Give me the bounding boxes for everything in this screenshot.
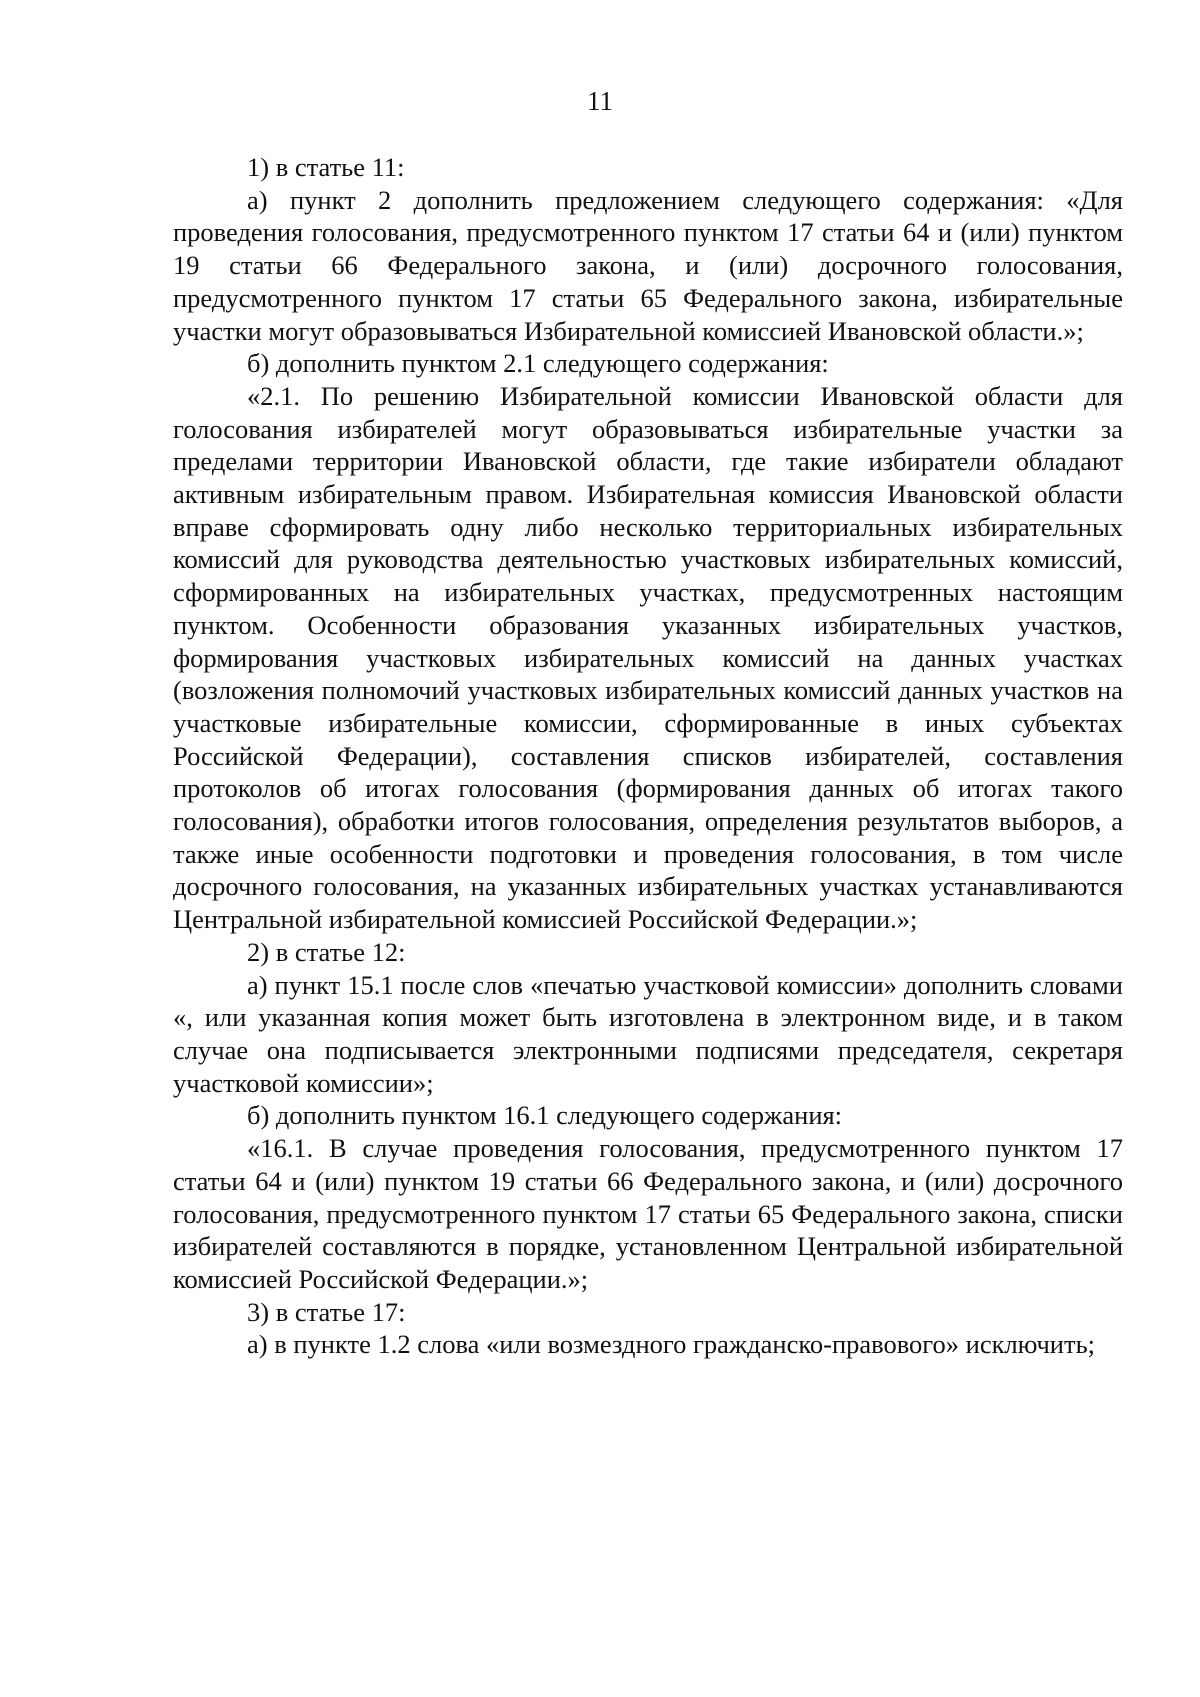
paragraph-article-11-b: б) дополнить пунктом 2.1 следующего содержания: bbox=[247, 348, 829, 379]
paragraph-article-12-b: б) дополнить пунктом 16.1 следующего содержания: bbox=[247, 1100, 843, 1131]
paragraph-article-11-a: а) пункт 2 дополнить предложением следующего содержания: «Для проведения голосования, предусмотренного пунктом 17 статьи 64 и (или) пунктом 19 статьи 66 Федерального закона, и (или) досрочного голосования, предусмотренного пунктом 17 статьи 65 Федерального закона, избирательные участки могут образовываться Избирательной комиссией Ивановской области.»; bbox=[173, 184, 1123, 346]
paragraph-article-12-a: а) пункт 15.1 после слов «печатью участковой комиссии» дополнить словами «, или указанная копия может быть изготовлена в электронном виде, и в таком случае она подписывается электронными подписями председателя, секретаря участковой комиссии»; bbox=[173, 969, 1123, 1098]
paragraph-article-17-intro: 3) в статье 17: bbox=[247, 1296, 406, 1327]
paragraph-article-17-a: а) в пункте 1.2 слова «или возмездного гражданско-правового» исключить; bbox=[247, 1329, 1096, 1360]
paragraph-article-12-intro: 2) в статье 12: bbox=[247, 936, 406, 967]
paragraph-clause-16-1: «16.1. В случае проведения голосования, предусмотренного пунктом 17 статьи 64 и (или) пунктом 19 статьи 66 Федерального закона, и (или) досрочного голосования, предусмотренного пунктом 17 статьи 65 Федерального закона, списки избирателей составляются в порядке, установленном Центральной избирательной комиссией Российской Федерации.»; bbox=[173, 1133, 1123, 1294]
page-number: 11 bbox=[587, 86, 613, 116]
paragraph-clause-2-1: «2.1. По решению Избирательной комиссии Ивановской области для голосования избирателей могут образовываться избирательные участки за пределами территории Ивановской области, где такие избиратели обладают активным избирательным правом. Избирательная комиссия Ивановской области вправе сформировать одну либо несколько территориальных избирательных комиссий для руководства деятельностью участковых избирательных комиссий, сформированных на избирательных участках, предусмотренных настоящим пунктом. Особенности образования указанных избирательных участков, формирования участковых избирательных комиссий на данных участках (возложения полномочий участковых избирательных комиссий данных участков на участковые избирательные комиссии, сформированные в иных субъектах Российской Федерации), составления списков избирателей, составления протоколов об итогах голосования (формирования данных об итогах такого голосования), обработки итогов голосования, определения результатов выборов, а также иные особенности подготовки и проведения голосования, в том числе досрочного голосования, на указанных избирательных участках устанавливаются Центральной избирательной комиссией Российской Федерации.»; bbox=[173, 380, 1123, 935]
paragraph-article-11-intro: 1) в статье 11: bbox=[247, 152, 405, 182]
document-body bbox=[173, 151, 1123, 1361]
